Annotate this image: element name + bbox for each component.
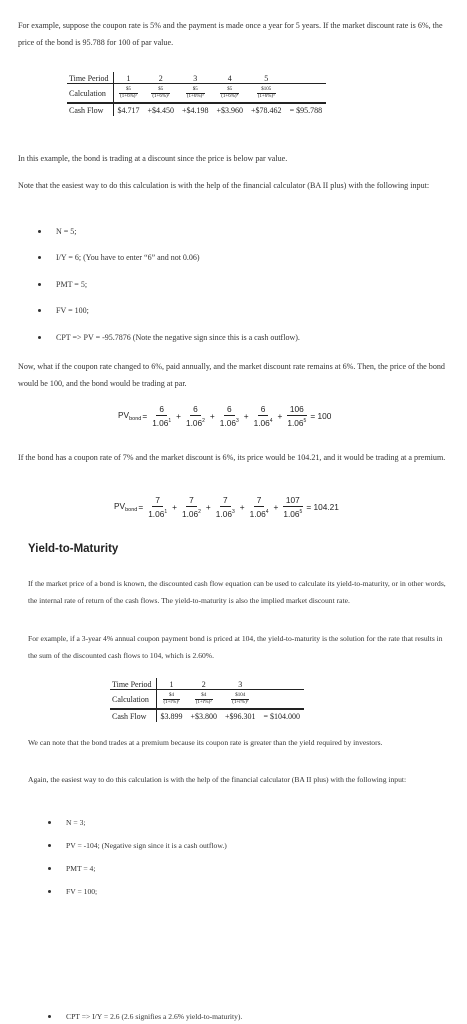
discount-fraction: $\frac{\$5}{\text{(1+6\%)³}}$ [186,86,204,99]
ytm-premium-note: We can note that the bond trades at a premium because its coupon rate is greater than the yield required by investors. [28,738,383,747]
calculation-label: Calculation [67,84,113,104]
bullet-icon [48,821,51,824]
period-cell: 1 [113,72,144,84]
ytm-heading: Yield-to-Maturity [28,543,119,555]
formula-result: = 100 [310,411,332,422]
intro-paragraph: For example, suppose the coupon rate is 5% and the payment is made once a year for 5 years. If the market discount rate is 6%, the price of the bond is 95.788 for 100 of par value. [18,21,443,47]
ytm-calculator-note: Again, the easiest way to do this calculation is with the help of the financial calculator (BA II plus) with the following input: [28,775,407,784]
cash-flow-label: Cash Flow [110,709,156,722]
cash-flow-total: = $95.788 [289,105,323,115]
calculation-label: Calculation [110,690,156,710]
time-period-label: Time Period [110,678,156,690]
premium-note: If the bond has a coupon rate of 7% and the market discount is 6%, its price would be 104.21, and it would be trading at a premium. [18,453,446,462]
cash-flow-table-3yr [110,678,304,722]
cash-flow-cell: +$78.462 [251,105,282,115]
pv-label: $PV_{bond}$ [114,501,138,514]
list-item: N = 5; [38,226,77,238]
period-cell: 4 [213,72,248,84]
list-item: CPT => I/Y = 2.6 (2.6 signifies a 2.6% yield-to-maturity). [48,1011,242,1023]
period-cell: 2 [187,678,222,690]
cash-flow-total: = $104.000 [263,711,301,721]
period-cell: 3 [221,678,260,690]
bullet-icon [38,283,41,286]
list-item: PV = -104; (Negative sign since it is a cash outflow.) [48,840,227,852]
discount-note: In this example, the bond is trading at a discount since the price is below par value. [18,154,288,163]
par-note: Now, what if the coupon rate changed to 6%, paid annually, and the market discount rate remains at 6%. Then, the price of the bond would be 100, and the bond would be trading at par. [18,362,445,388]
ytm-intro: If the market price of a bond is known, the discounted cash flow equation can be used to calculate its yield-to-maturity, or in other words, the internal rate of return of the cash flows. The yield-to-maturity is also the implied market discount rate. [28,579,446,605]
period-cell: 5 [247,72,286,84]
bullet-icon [48,844,51,847]
period-cell: 2 [144,72,179,84]
calculator-note: Note that the easiest way to do this calculation is with the help of the financial calculator (BA II plus) with the following input: [18,181,430,190]
cash-flow-label: Cash Flow [67,103,113,116]
list-item: PMT = 4; [48,863,95,875]
list-item: FV = 100; [48,886,97,898]
list-item: FV = 100; [38,305,89,317]
list-item: CPT => PV = -95.7876 (Note the negative sign since this is a cash outflow). [38,332,300,344]
period-cell: 3 [178,72,213,84]
discount-fraction: $\frac{\$4}{\text{(1+r\%)¹}}$ [163,692,180,705]
bullet-icon [48,890,51,893]
premium-bond-formula: $PV_{bond}$ = $\frac{7}{1.06^1}$ + $\frac{7}{1.06^2}$ + $\frac{7}{1.06^3}$ + $\frac{7}{1.06^4}$ + $\frac{107}{1.06^5}$ = 104.21 [114,495,339,519]
list-item: PMT = 5; [38,279,87,291]
cash-flow-cell: $4.717 [117,105,140,115]
ytm-example: For example, if a 3-year 4% annual coupon payment bond is priced at 104, the yield-to-maturity is the solution for the rate that results in the sum of the discounted cash flows to 104, which is 2.60%. [28,634,443,660]
bullet-icon [38,256,41,259]
discount-fraction: $\frac{\$105}{\text{(1+6\%)⁵}}$ [257,86,275,99]
bullet-icon [38,309,41,312]
cash-flow-table-5yr [67,72,326,116]
discount-fraction: $\frac{\$4}{\text{(1+r\%)²}}$ [195,692,212,705]
cash-flow-cell: +$3.960 [216,105,244,115]
pv-label: $PV_{bond}$ [118,410,142,423]
list-item: I/Y = 6; (You have to enter “6” and not 0.06) [38,252,200,264]
bullet-icon [38,230,41,233]
discount-fraction: $\frac{\$5}{\text{(1+6\%)²}}$ [152,86,170,99]
cash-flow-cell: +$3.800 [190,711,218,721]
discount-fraction: $\frac{\$104}{\text{(1+r\%)³}}$ [232,692,249,705]
time-period-label: Time Period [67,72,113,84]
bullet-icon [48,1015,51,1018]
cash-flow-cell: +$4.450 [147,105,175,115]
period-cell: 1 [156,678,187,690]
discount-fraction: $\frac{\$5}{\text{(1+6\%)⁴}}$ [221,86,239,99]
cash-flow-cell: +$96.301 [225,711,256,721]
formula-result: = 104.21 [306,502,339,513]
par-bond-formula: $PV_{bond}$ = $\frac{6}{1.06^1}$ + $\frac{6}{1.06^2}$ + $\frac{6}{1.06^3}$ + $\frac{6}{1.06^4}$ + $\frac{106}{1.06^5}$ = 100 [118,404,332,428]
list-item: N = 3; [48,817,85,829]
bullet-icon [38,336,41,339]
bullet-icon [48,867,51,870]
discount-fraction: $\frac{\$5}{\text{(1+6\%)¹}}$ [120,86,137,99]
cash-flow-cell: +$4.198 [182,105,209,115]
cash-flow-cell: $3.899 [160,711,183,721]
